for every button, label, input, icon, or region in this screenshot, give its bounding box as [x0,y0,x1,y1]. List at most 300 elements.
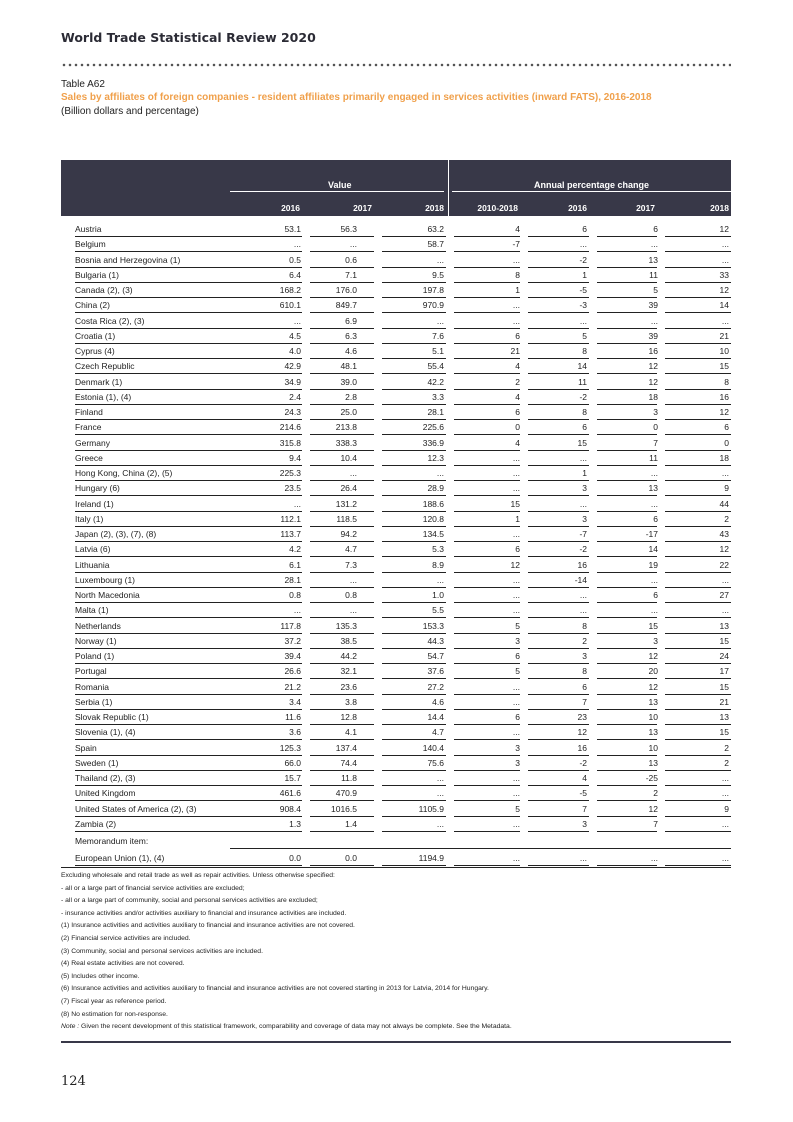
row-label: Serbia (1) [75,697,113,707]
cell-value: 6 [653,590,658,600]
cell-value: 134.5 [422,529,444,539]
row-label: Canada (2), (3) [75,285,133,295]
memorandum-rule [230,848,731,849]
cell-value: 26.4 [340,483,357,493]
cell-value: 8 [515,270,520,280]
table-unit: (Billion dollars and percentage) [61,106,199,117]
row-label: Japan (2), (3), (7), (8) [75,529,157,539]
cell-value: 43 [719,529,729,539]
cell-value: 19 [648,560,658,570]
cell-value: 908.4 [279,804,301,814]
cell-value: 11 [578,377,587,387]
cell-value: 113.7 [280,529,301,539]
table-row [61,541,731,556]
table-row [61,633,731,648]
cell-value: 44.2 [340,651,357,661]
row-label: Austria [75,224,102,234]
header-separator [448,160,449,216]
change-group-header: Annual percentage change [534,180,650,190]
cell-value: 39.0 [340,377,357,387]
cell-value: -5 [579,788,587,798]
cell-value: 4 [515,361,520,371]
cell-value: 33 [719,270,729,280]
cell-value: 470.9 [335,788,357,798]
cell-value: 3 [653,636,658,646]
cell-value: 0.6 [345,255,357,265]
cell-value: ... [512,316,520,326]
cell-value: 39 [648,300,658,310]
cell-value: 6 [724,422,729,432]
table-row [61,404,731,419]
cell-value: 2.4 [289,392,301,402]
cell-value: 12 [648,682,658,692]
row-label: Bosnia and Herzegovina (1) [75,255,181,265]
value-underline [230,191,444,192]
cell-value: 23.5 [284,483,301,493]
cell-value: 5 [582,331,587,341]
cell-value: 58.7 [427,239,444,249]
cell-value: 13 [719,621,729,631]
table-row [61,526,731,541]
table-row [61,511,731,526]
cell-value: 21 [510,346,520,356]
row-label: Estonia (1), (4) [75,392,132,402]
table-row [61,679,731,694]
cell-value: 0 [724,438,729,448]
cell-value: 24.3 [284,407,301,417]
table-row [61,572,731,587]
column-header: 2017 [353,203,372,213]
table-title: Sales by affiliates of foreign companies - resident affiliates primarily engaged in services activities (inward FATS), 2016-2018 [61,92,652,103]
cell-value: 15 [719,727,729,737]
table-row [61,252,731,267]
row-label: United States of America (2), (3) [75,804,197,814]
cell-value: 2 [724,758,729,768]
row-label: Cyprus (4) [75,346,115,356]
row-label: Norway (1) [75,636,117,646]
row-label: Luxembourg (1) [75,575,136,585]
cell-value: 5 [653,285,658,295]
row-label: European Union (1), (4) [75,853,165,863]
table-end-rule [61,867,731,868]
dotted-divider [61,63,731,67]
cell-value: ... [436,575,444,585]
cell-value: ... [721,239,729,249]
table-row [61,480,731,495]
cell-value: 4.7 [432,727,444,737]
row-label: Lithuania [75,560,110,570]
page-number: 124 [61,1074,86,1089]
cell-value: 3 [515,743,520,753]
footnote: (4) Real estate activities are not covered. [61,960,185,968]
cell-value: 5.5 [432,605,444,615]
cell-value: 2 [515,377,520,387]
cell-value: 9 [724,483,729,493]
footnote: (7) Fiscal year as reference period. [61,997,167,1005]
cell-value: ... [721,788,729,798]
table-row [61,282,731,297]
cell-value: ... [721,316,729,326]
column-header: 2017 [636,203,655,213]
cell-value: 125.3 [279,743,301,753]
cell-value: ... [650,853,658,863]
cell-value: -2 [579,758,587,768]
cell-value: 26.6 [284,666,301,676]
cell-value: 4 [582,773,587,783]
cell-value: 120.8 [422,514,444,524]
footnote: - all or a large part of financial service activities are excluded; [61,884,245,892]
cell-value: ... [512,788,520,798]
table-row [61,816,731,831]
cell-value: 0.0 [345,853,357,863]
cell-value: 6 [515,544,520,554]
cell-value: 94.2 [340,529,357,539]
cell-value: 27.2 [427,682,444,692]
cell-value: 14 [719,300,729,310]
column-header: 2016 [281,203,300,213]
cell-value: 63.2 [427,224,444,234]
cell-value: ... [650,499,658,509]
row-label: Croatia (1) [75,331,116,341]
memorandum-label: Memorandum item: [75,836,149,846]
cell-value: -2 [579,392,587,402]
row-label: China (2) [75,300,110,310]
cell-value: ... [512,529,520,539]
cell-value: ... [721,255,729,265]
table-row [61,557,731,572]
cell-value: 12.8 [340,712,357,722]
cell-value: 8 [582,407,587,417]
cell-value: 2 [724,743,729,753]
row-label: Ireland (1) [75,499,114,509]
table-row [61,328,731,343]
footnote: (5) Includes other income. [61,972,140,980]
cell-value: 12 [719,407,729,417]
cell-value: 6 [515,407,520,417]
table-row [61,358,731,373]
row-label: Belgium [75,239,106,249]
cell-value: ... [512,590,520,600]
cell-value: ... [512,605,520,615]
footnote: (2) Financial service activities are included. [61,934,191,942]
cell-value: 5.1 [432,346,444,356]
cell-value: 21.2 [284,682,301,692]
cell-value: 197.8 [422,285,444,295]
cell-value: ... [512,853,520,863]
cell-value: 9 [724,804,729,814]
row-label: Poland (1) [75,651,115,661]
cell-value: 4.6 [345,346,357,356]
cell-value: ... [579,453,587,463]
cell-value: ... [349,605,357,615]
footnote: (3) Community, social and personal services activities are included. [61,947,263,955]
footnote: - insurance activities and/or activities auxiliary to financial and insurance activities are included. [61,909,347,917]
cell-value: 8 [582,666,587,676]
cell-value: 44.3 [427,636,444,646]
cell-value: 75.6 [427,758,444,768]
footnote: - all or a large part of community, social and personal services activities are excluded; [61,897,318,905]
table-number: Table A62 [61,79,105,90]
cell-value: 8 [582,621,587,631]
row-rule [75,831,731,832]
cell-value: 1194.9 [418,853,444,863]
cell-value: 4.6 [432,697,444,707]
cell-value: 849.7 [335,300,357,310]
row-label: Hungary (6) [75,483,120,493]
cell-value: 610.1 [279,300,301,310]
cell-value: -14 [574,575,587,585]
cell-value: ... [721,773,729,783]
cell-value: 0 [515,422,520,432]
table-row [61,297,731,312]
cell-value: 13 [648,255,658,265]
cell-value: -3 [579,300,587,310]
table-row [61,343,731,358]
cell-value: 3 [653,407,658,417]
row-label: Romania [75,682,110,692]
cell-value: 11 [649,270,658,280]
cell-value: 12 [648,361,658,371]
cell-value: 42.9 [284,361,301,371]
cell-value: ... [650,468,658,478]
cell-value: 12 [648,804,658,814]
cell-value: 12 [577,727,587,737]
cell-value: 6.3 [345,331,357,341]
table-row [61,496,731,511]
cell-value: 15 [719,636,729,646]
cell-value: 5 [515,666,520,676]
cell-value: 3 [582,651,587,661]
cell-value: ... [721,605,729,615]
cell-value: 18 [719,453,729,463]
cell-value: 0.8 [345,590,357,600]
cell-value: 9.4 [289,453,301,463]
cell-value: 42.2 [427,377,444,387]
table-row [61,419,731,434]
cell-value: 4 [515,438,520,448]
cell-value: ... [579,605,587,615]
cell-value: 39 [648,331,658,341]
cell-value: 188.6 [422,499,444,509]
cell-value: 3 [582,514,587,524]
cell-value: 15.7 [284,773,301,783]
cell-value: 54.7 [427,651,444,661]
cell-value: 25.0 [340,407,357,417]
cell-value: 12 [719,285,729,295]
table-row [61,389,731,404]
footnote: (1) Insurance activities and activities auxiliary to financial and insurance activities are not covered. [61,922,355,930]
footnote: (6) Insurance activities and activities auxiliary to financial and insurance activities are not covered starting in 2013 for Latvia, 2014 for Hungary. [61,985,489,993]
cell-value: 8 [582,346,587,356]
cell-value: 2 [653,788,658,798]
cell-value: 12 [648,377,658,387]
cell-value: 1 [515,514,520,524]
cell-value: 16 [577,560,587,570]
cell-value: 7.1 [345,270,357,280]
table-row [61,770,731,785]
cell-value: ... [512,727,520,737]
cell-value: 15 [577,438,587,448]
cell-value: ... [721,468,729,478]
cell-value: 4.0 [289,346,301,356]
cell-value: 11 [649,453,658,463]
cell-value: 22 [719,560,729,570]
cell-value: 23 [577,712,587,722]
cell-value: 15 [719,361,729,371]
cell-value: 1.0 [432,590,444,600]
cell-value: 10 [648,743,658,753]
cell-value: 0.5 [289,255,301,265]
cell-value: 135.3 [335,621,357,631]
cell-value: 140.4 [422,743,444,753]
footnotes [61,870,731,1034]
row-label: Sweden (1) [75,758,119,768]
cell-value: 118.5 [336,514,357,524]
note-metadata: Note : Given the recent development of this statistical framework, comparability and coverage of data may not always be complete. See the Metadata. [61,1023,512,1031]
cell-value: 6.4 [289,270,301,280]
cell-value: 5 [515,621,520,631]
cell-value: 112.1 [280,514,301,524]
cell-value: 213.8 [335,422,357,432]
cell-value: 15 [719,682,729,692]
cell-value: 131.2 [335,499,357,509]
row-label: Slovak Republic (1) [75,712,149,722]
cell-value: 27 [719,590,729,600]
table-row [61,740,731,755]
cell-value: ... [349,575,357,585]
cell-value: 3 [515,636,520,646]
cell-value: ... [512,697,520,707]
cell-value: ... [579,590,587,600]
cell-value: ... [436,773,444,783]
running-title: World Trade Statistical Review 2020 [61,30,316,45]
cell-value: ... [650,239,658,249]
row-label: Thailand (2), (3) [75,773,136,783]
cell-value: 10.4 [340,453,357,463]
cell-value: ... [512,453,520,463]
cell-value: 8 [724,377,729,387]
cell-value: 13 [648,727,658,737]
cell-value: ... [436,468,444,478]
row-label: United Kingdom [75,788,136,798]
cell-value: ... [293,239,301,249]
column-header: 2018 [425,203,444,213]
row-label: Germany [75,438,110,448]
row-label: Portugal [75,666,107,676]
column-header: 2016 [568,203,587,213]
cell-value: 176.0 [335,285,357,295]
cell-value: 2.8 [345,392,357,402]
value-group-header: Value [328,180,352,190]
cell-value: ... [579,239,587,249]
cell-value: 11.6 [285,712,301,722]
cell-value: 336.9 [422,438,444,448]
cell-value: -7 [512,239,520,249]
cell-value: 28.1 [427,407,444,417]
cell-value: 6 [653,514,658,524]
cell-value: 7.3 [345,560,357,570]
cell-value: 1105.9 [418,804,444,814]
cell-value: 2 [724,514,729,524]
cell-value: 12 [510,560,520,570]
cell-value: -17 [645,529,658,539]
cell-value: 20 [648,666,658,676]
cell-value: 2 [582,636,587,646]
cell-value: 137.4 [335,743,357,753]
cell-value: ... [349,468,357,478]
cell-value: 7 [582,697,587,707]
row-rule [75,865,731,866]
table-row [61,850,731,865]
cell-value: 17 [719,666,729,676]
cell-value: ... [650,316,658,326]
cell-value: 168.2 [279,285,301,295]
cell-value: 0.8 [289,590,301,600]
cell-value: 0.0 [289,853,301,863]
cell-value: 1.4 [345,819,357,829]
cell-value: ... [512,773,520,783]
cell-value: ... [650,605,658,615]
cell-value: 38.5 [340,636,357,646]
cell-value: 4.1 [345,727,357,737]
table-row [61,450,731,465]
cell-value: 12 [719,224,729,234]
row-label: Netherlands [75,621,121,631]
cell-value: 7 [653,438,658,448]
cell-value: ... [293,605,301,615]
row-label: Denmark (1) [75,377,123,387]
cell-value: 4.2 [289,544,301,554]
column-header: 2010-2018 [477,203,518,213]
table-row [61,663,731,678]
cell-value: 4.5 [289,331,301,341]
row-label: Latvia (6) [75,544,111,554]
row-label: Zambia (2) [75,819,117,829]
cell-value: ... [436,255,444,265]
cell-value: 0 [653,422,658,432]
row-label: North Macedonia [75,590,140,600]
cell-value: 225.6 [422,422,444,432]
cell-value: 9.5 [432,270,444,280]
cell-value: ... [349,239,357,249]
table-row [61,709,731,724]
cell-value: 6.1 [289,560,301,570]
cell-value: 3 [515,758,520,768]
cell-value: 1 [582,468,587,478]
cell-value: ... [579,499,587,509]
cell-value: 315.8 [279,438,301,448]
cell-value: 15 [648,621,658,631]
row-label: Greece [75,453,103,463]
cell-value: ... [436,316,444,326]
cell-value: 7 [653,819,658,829]
change-underline [452,191,731,192]
cell-value: 44 [719,499,729,509]
cell-value: ... [721,819,729,829]
cell-value: 6.9 [345,316,357,326]
cell-value: 28.1 [284,575,301,585]
cell-value: 16 [577,743,587,753]
cell-value: 6 [515,331,520,341]
cell-value: 3.8 [345,697,357,707]
row-label: Italy (1) [75,514,104,524]
cell-value: 24 [719,651,729,661]
row-label: France [75,422,102,432]
cell-value: 13 [719,712,729,722]
cell-value: 3.3 [432,392,444,402]
row-label: Spain [75,743,97,753]
cell-value: 1 [582,270,587,280]
